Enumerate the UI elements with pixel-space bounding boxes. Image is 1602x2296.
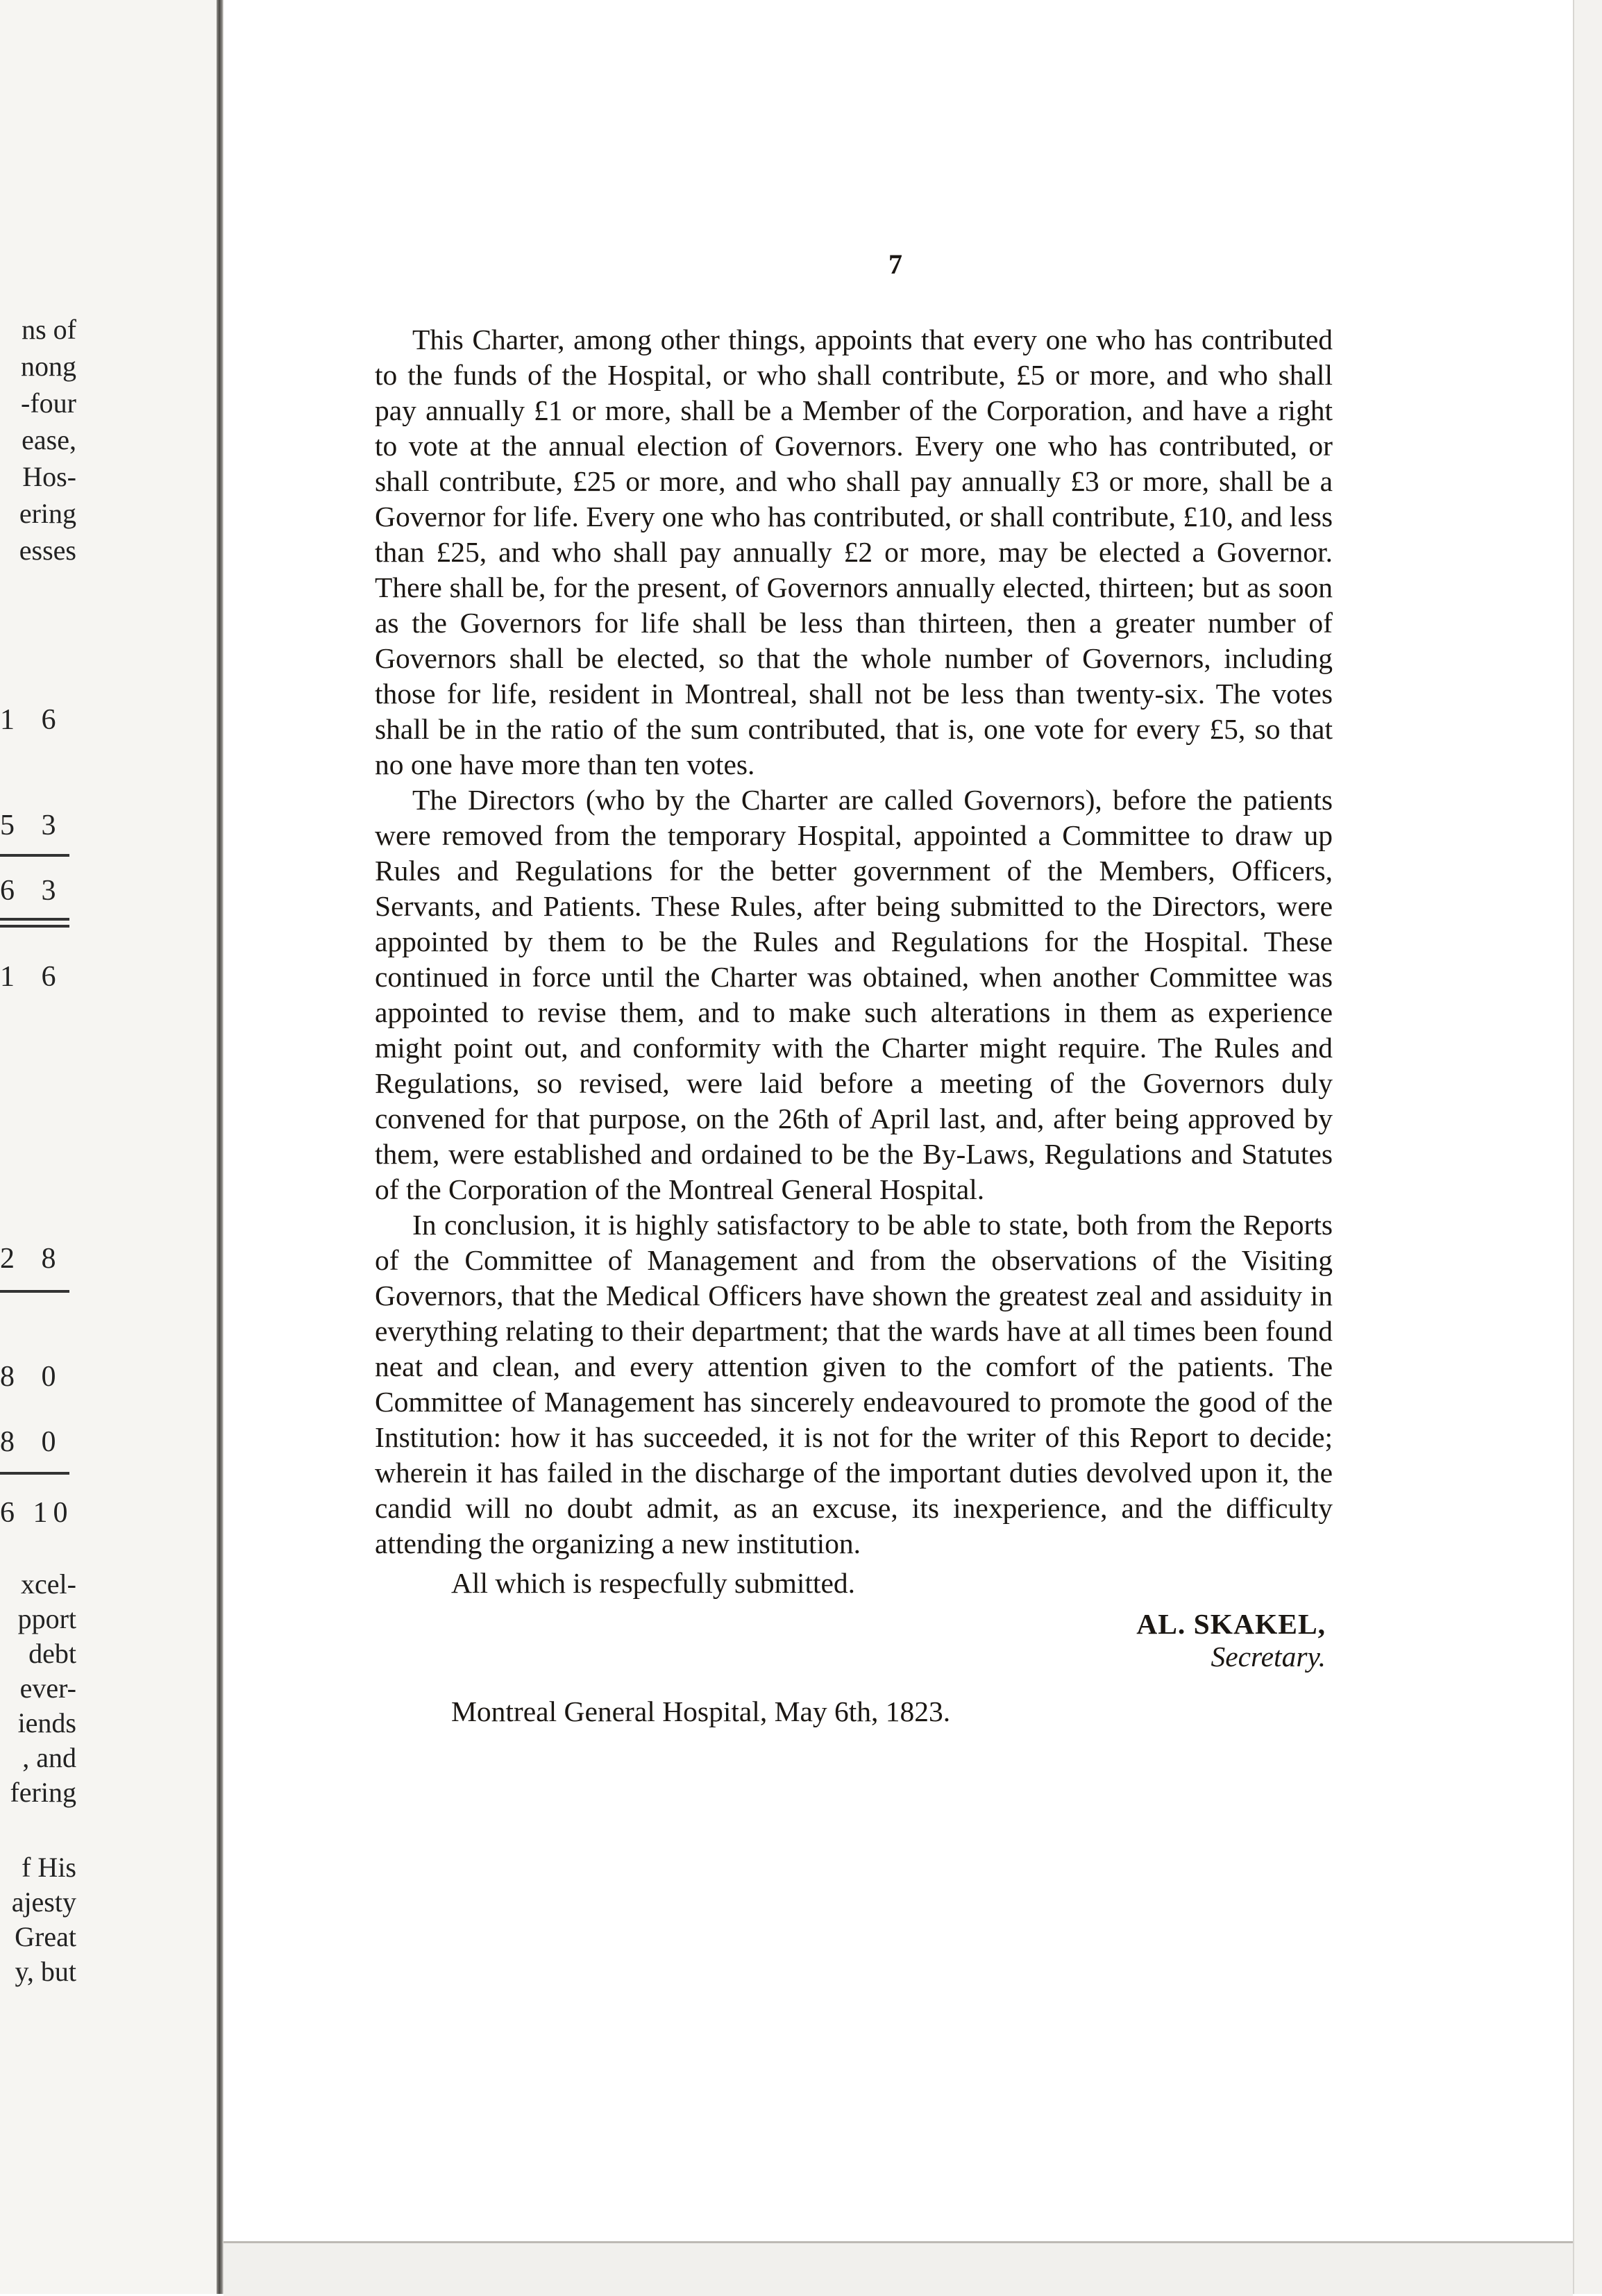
signature-title: Secretary. (1211, 1641, 1326, 1673)
facing-page-figure: 1 6 (0, 704, 66, 736)
book-gutter (217, 0, 224, 2294)
facing-page-rule (0, 918, 69, 921)
facing-page-figure: 1 6 (0, 961, 66, 993)
paragraph-conclusion: In conclusion, it is highly satisfactory to be able to state, both from the Reports of the Committee of Management and from the observations of the Visiting Governors, that the Medical Officers have shown the greatest zeal and assiduity in everything relating to their department; that the wards have at all times been found neat and clean, and every attention given to the comfort of the patients. The Committee of Management has sincerely endeavoured to promote the good of the Institution: how it has succeeded, it is not for the writer of this Report to decide; wherein it has failed in the discharge of the important duties devolved upon it, the candid will no doubt admit, as an excuse, its inexperience, and the difficulty attending the organizing a new institution. (375, 1209, 1333, 1559)
facing-page-line: y, but (15, 1956, 76, 1987)
facing-page-figure: 8 0 (0, 1361, 66, 1393)
dateline: Montreal General Hospital, May 6th, 1823. (451, 1695, 951, 1727)
facing-page-line: xcel- (21, 1568, 76, 1600)
facing-page-figure: 8 0 (0, 1426, 66, 1458)
facing-page-line: Great (15, 1921, 76, 1952)
facing-page-line: fering (10, 1777, 76, 1808)
facing-page-rule (0, 854, 69, 857)
signature-name: AL. SKAKEL, (1136, 1608, 1326, 1640)
facing-page-line: pport (17, 1603, 76, 1634)
facing-page-line: ever- (19, 1673, 76, 1704)
page-body (375, 246, 1333, 1729)
facing-page-figure: 6 10 (0, 1497, 74, 1529)
facing-page-line: nong (21, 351, 76, 382)
closing-line: All which is respecfully submitted. (451, 1567, 856, 1599)
facing-page-line: ease, (22, 424, 76, 455)
page-edge-bottom (224, 2241, 1573, 2296)
paragraph-directors: The Directors (who by the Charter are called Governors), before the patients were removed from the temporary Hospital, appointed a Committee to draw up Rules and Regulations for the better government of the Members, Officers, Servants, and Patients. These Rules, after being submitted to the Directors, were appointed by them to be the Rules and Regulations for the Hospital. These continued in force until the Charter was obtained, when another Committee was appointed to revise them, and to make such alterations in them as experience might point out, and conformity with the Charter might require. The Rules and Regulations, so revised, were laid before a meeting of the Governors duly convened for that purpose, on the 26th of April last, and, after being approved by them, were established and ordained to be the By-Laws, Regulations and Statutes of the Corporation of the Montreal General Hospital. (375, 784, 1333, 1205)
facing-page-figure: 6 3 (0, 875, 66, 907)
facing-page-line: f His (22, 1852, 76, 1883)
facing-page-line: , and (22, 1742, 76, 1773)
facing-page-figure: 5 3 (0, 810, 66, 841)
page-number: 7 (888, 249, 902, 280)
facing-page-figure: 2 8 (0, 1243, 66, 1275)
facing-page-line: -four (21, 387, 76, 419)
facing-page-line: iends (17, 1707, 76, 1738)
paragraph-charter: This Charter, among other things, appoints that every one who has contributed to the funds of the Hospital, or who shall contribute, £5 or more, and who shall pay annually £1 or more, shall be a Member of the Corporation, and have a right to vote at the annual election of Governors. Every one who has contributed, or shall contribute, £25 or more, and who shall pay annually £3 or more, shall be a Governor for life. Every one who has contributed, or shall contribute, £10, and less than £25, and who shall pay annually £2 or more, may be elected a Governor. There shall be, for the present, of Governors annually elected, thirteen; but as soon as the Governors for life shall be less than thirteen, then a greater number of Governors shall be elected, so that the whole number of Governors, including those for life, resident in Montreal, shall not be less than twenty-six. The votes shall be in the ratio of the sum contributed, that is, one vote for every £5, so that no one have more than ten votes. (375, 324, 1333, 780)
page-edge-right (1573, 0, 1602, 2294)
facing-page-rule (0, 1290, 69, 1293)
facing-page-line: ajesty (11, 1886, 76, 1918)
facing-page-rule (0, 1472, 69, 1475)
facing-page-line: esses (19, 535, 76, 566)
facing-page-rule (0, 925, 69, 928)
facing-page-line: ering (19, 498, 76, 529)
facing-page-line: Hos- (22, 461, 76, 492)
facing-page-fragment (0, 0, 221, 2294)
facing-page-line: debt (28, 1638, 76, 1669)
facing-page-line: ns of (22, 314, 76, 345)
